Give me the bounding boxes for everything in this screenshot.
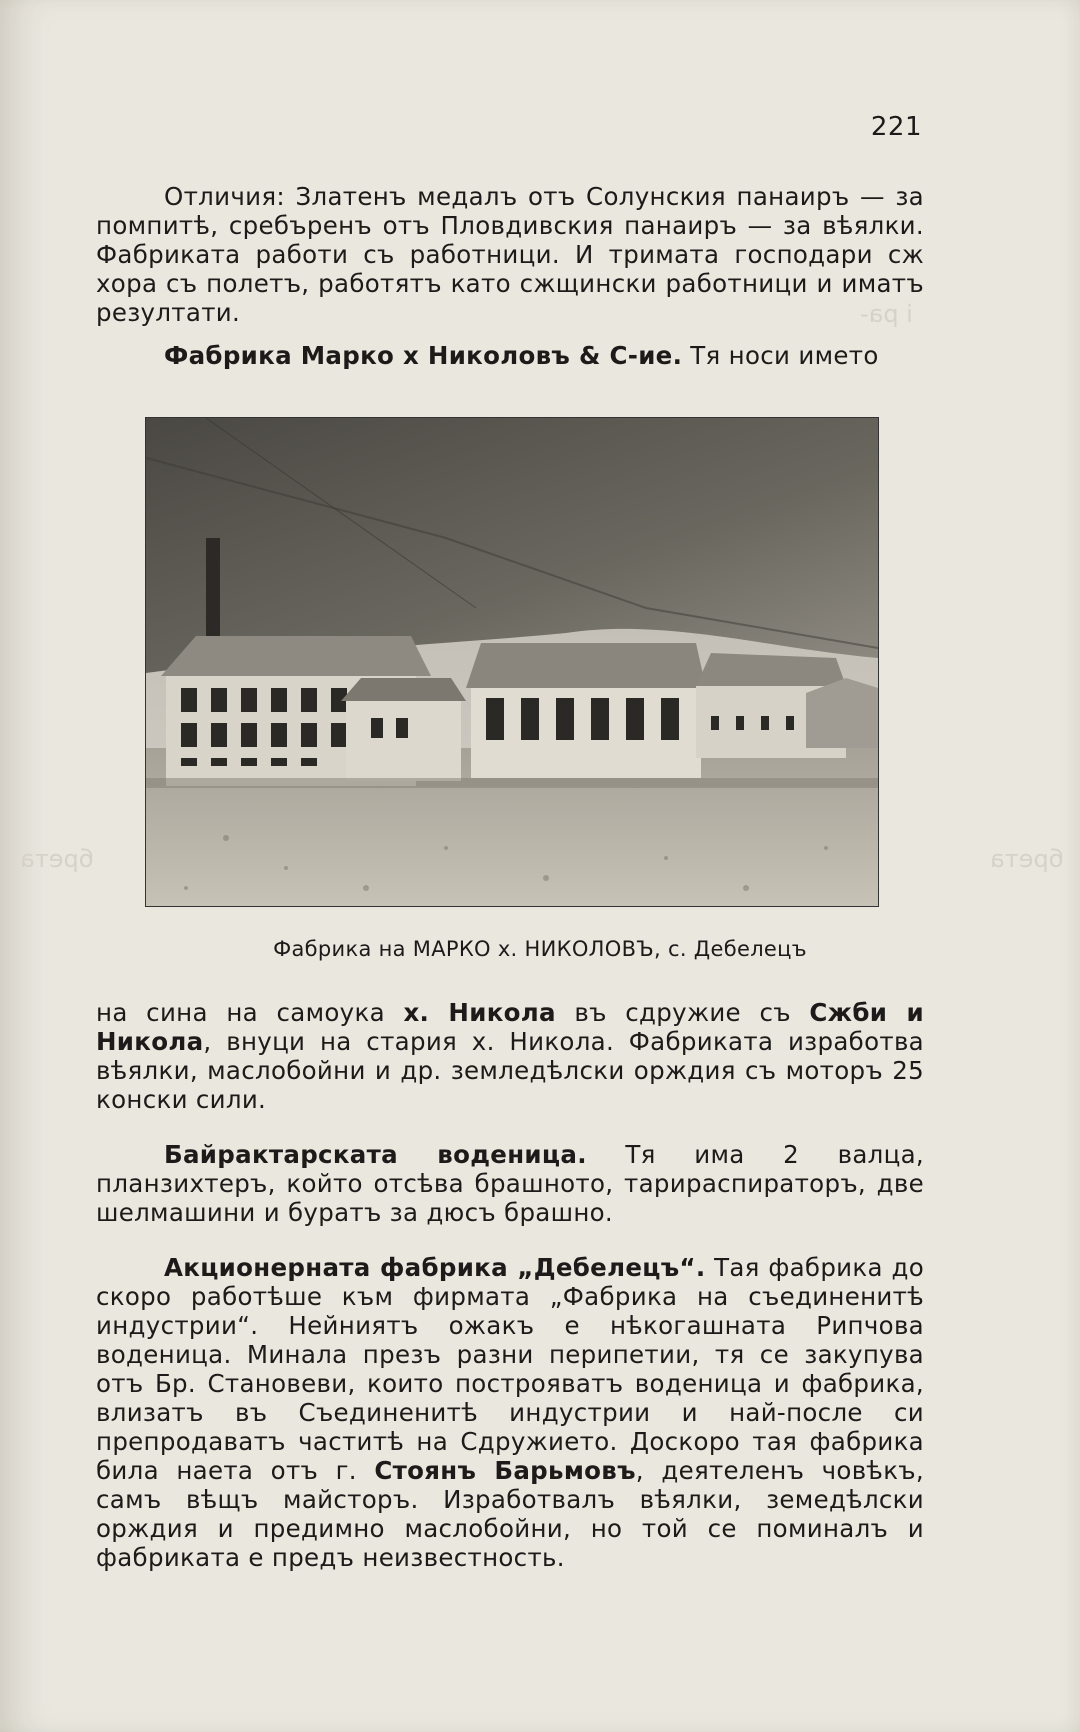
name-nikola-bold: х. Никола [403, 998, 556, 1027]
joint-stock-factory-paragraph [96, 1253, 924, 1572]
factory-photograph [145, 417, 879, 907]
continuation-paragraph [96, 998, 924, 1114]
joint-stock-factory-heading: Акционерната фабрика „Дебелецъ“. [164, 1253, 706, 1282]
name-stoyan-barmov-bold: Стоянъ Барьмовъ [374, 1456, 636, 1485]
continuation-text-e: , внуци на стария х. Никола. Фабриката изработва вѣялки, маслобойни и др. земледѣлски орждия съ моторъ 25 конски сили. [96, 1027, 924, 1114]
bleed-through-mark: брета [990, 845, 1064, 873]
factory-marko-heading-paragraph [96, 341, 924, 370]
continuation-text-a: на сина на самоука [96, 998, 404, 1027]
bayraktar-mill-heading: Байрактарската воденица. [164, 1140, 587, 1169]
photo-caption: Фабрика на МАРКО х. НИКОЛОВЪ, с. Дебелецъ [273, 937, 807, 961]
continuation-text-c: въ сдружие съ [555, 998, 810, 1027]
bayraktar-mill-text: Тя има 2 валца, планзихтеръ, който отсѣва брашното, тарираспираторъ, две шелмашини и буратъ за дюсъ брашно. [96, 1140, 924, 1227]
bleed-through-mark: брета [20, 845, 94, 873]
intro-text [96, 182, 924, 370]
factory-name-bold: Фабрика Марко х Николовъ & С-ие. [164, 341, 683, 370]
bayraktar-mill-paragraph [96, 1140, 924, 1227]
page-number: 221 [870, 112, 922, 142]
factory-intro-text: Тя носи името [682, 341, 879, 370]
factory-photo-image [146, 418, 878, 906]
distinctions-paragraph: Отличия: Златенъ медалъ отъ Солунския панаиръ — за помпитѣ, сребъренъ отъ Пловдивския панаиръ — за вѣялки. Фабриката работи съ работници. И тримата господари сж хора съ полетъ, работятъ като сжщински работници и иматъ резултати. [96, 182, 924, 327]
name-sabi-nikola-bold: Сжби и Никола [96, 998, 924, 1056]
joint-stock-factory-text-end: , деятеленъ човѣкъ, самъ вѣщъ майсторъ. Изработвалъ вѣялки, земедѣлски орждия и предимно маслобойни, но той се поминалъ и фабриката е предъ неизвестность. [96, 1456, 924, 1572]
main-text [96, 998, 924, 1572]
bleed-through-mark: і ра- [860, 300, 913, 328]
joint-stock-factory-text: Тая фабрика до скоро работѣше към фирмата „Фабрика на съединенитѣ индустрии“. Нейниятъ ожакъ е нѣкогашната Рипчова воденица. Минала презъ разни перипетии, тя се закупува отъ Бр. Становеви, които построяватъ воденица и фабрика, влизатъ въ Съединенитѣ индустрии и най-после си препродаватъ частитѣ на Сдружието. Доскоро тая фабрика била наета отъ г. [96, 1253, 924, 1485]
